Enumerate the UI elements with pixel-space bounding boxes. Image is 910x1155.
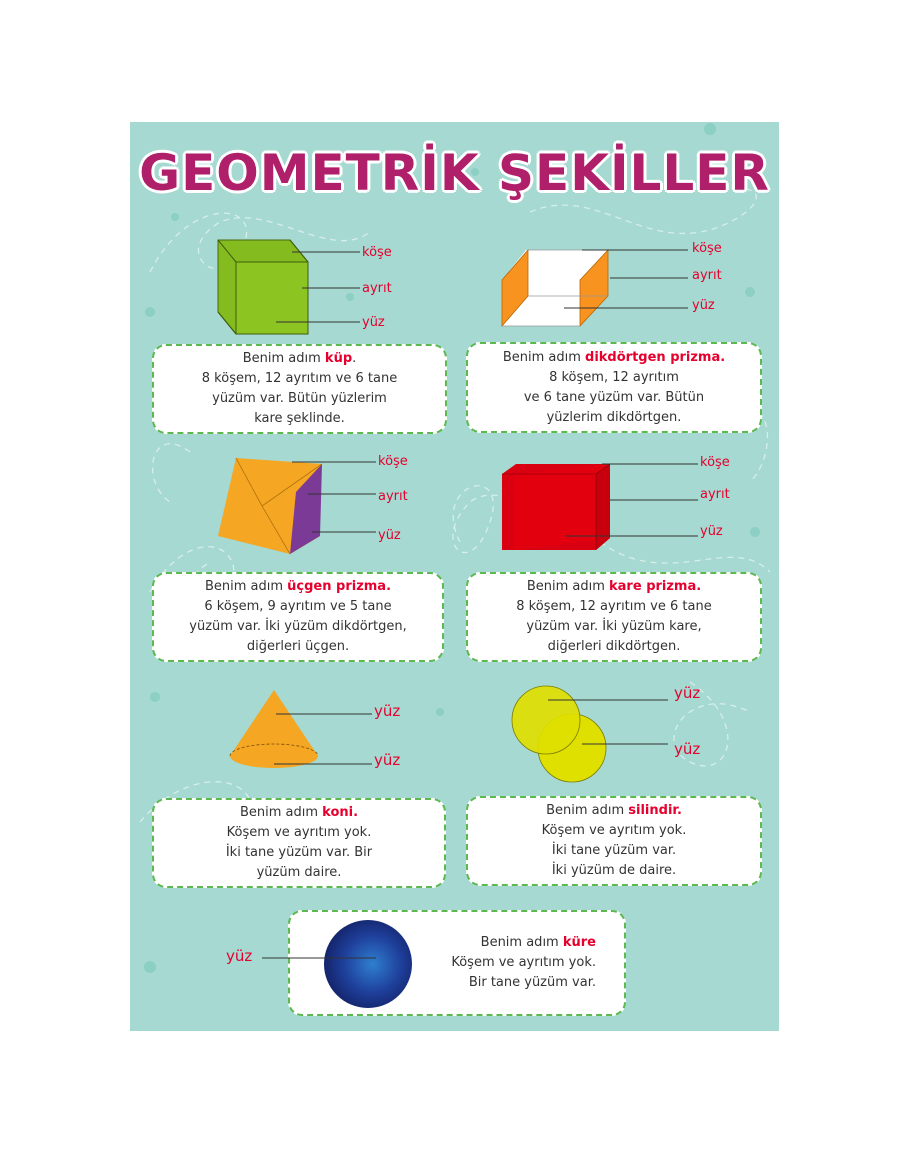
cylinder-illustration <box>508 682 678 786</box>
square-prism-illustration <box>500 458 700 554</box>
cylinder-label-top-face: yüz <box>674 684 701 702</box>
cone-illustration <box>226 686 376 786</box>
triangular-prism-illustration <box>216 454 376 556</box>
cube-label-edge: ayrıt <box>362 281 392 296</box>
cone-label-base-face: yüz <box>374 751 401 769</box>
cylinder-label-bottom-face: yüz <box>674 740 701 758</box>
cube-illustration <box>216 236 366 336</box>
sphere-label-face: yüz <box>226 947 253 965</box>
tri-prism-label-edge: ayrıt <box>378 489 408 504</box>
rect-prism-label-vertex: köşe <box>692 241 722 256</box>
sphere-description-card: Benim adım küre Köşem ve ayrıtım yok. Bir tane yüzüm var. <box>288 910 626 1016</box>
cone-label-lateral-face: yüz <box>374 702 401 720</box>
tri-prism-label-vertex: köşe <box>378 454 408 469</box>
square-prism-label-vertex: köşe <box>700 455 730 470</box>
square-prism-label-edge: ayrıt <box>700 487 730 502</box>
cylinder-description-card: Benim adım silindir. Köşem ve ayrıtım yok. İki tane yüzüm var. İki yüzüm de daire. <box>466 796 762 886</box>
cone-description-card: Benim adım koni. Köşem ve ayrıtım yok. İki tane yüzüm var. Bir yüzüm daire. <box>152 798 446 888</box>
square-prism-description-card: Benim adım kare prizma. 8 köşem, 12 ayrıtım ve 6 tane yüzüm var. İki yüzüm kare, diğerleri dikdörtgen. <box>466 572 762 662</box>
tri-prism-description-card: Benim adım üçgen prizma. 6 köşem, 9 ayrıtım ve 5 tane yüzüm var. İki yüzüm dikdörtgen, diğerleri üçgen. <box>152 572 444 662</box>
square-prism-label-face: yüz <box>700 524 723 539</box>
cube-label-face: yüz <box>362 315 385 330</box>
rectangular-prism-illustration <box>500 240 690 330</box>
cube-label-vertex: köşe <box>362 245 392 260</box>
rect-prism-description-card: Benim adım dikdörtgen prizma. 8 köşem, 12 ayrıtım ve 6 tane yüzüm var. Bütün yüzlerim dikdörtgen. <box>466 342 762 433</box>
page-title: GEOMETRİK ŞEKİLLER <box>139 144 770 202</box>
rect-prism-label-face: yüz <box>692 298 715 313</box>
rect-prism-label-edge: ayrıt <box>692 268 722 283</box>
sphere-illustration <box>230 916 420 1012</box>
tri-prism-label-face: yüz <box>378 528 401 543</box>
cube-description-card: Benim adım küp. 8 köşem, 12 ayrıtım ve 6 tane yüzüm var. Bütün yüzlerim kare şeklinde. <box>152 344 447 434</box>
poster <box>130 122 779 1031</box>
